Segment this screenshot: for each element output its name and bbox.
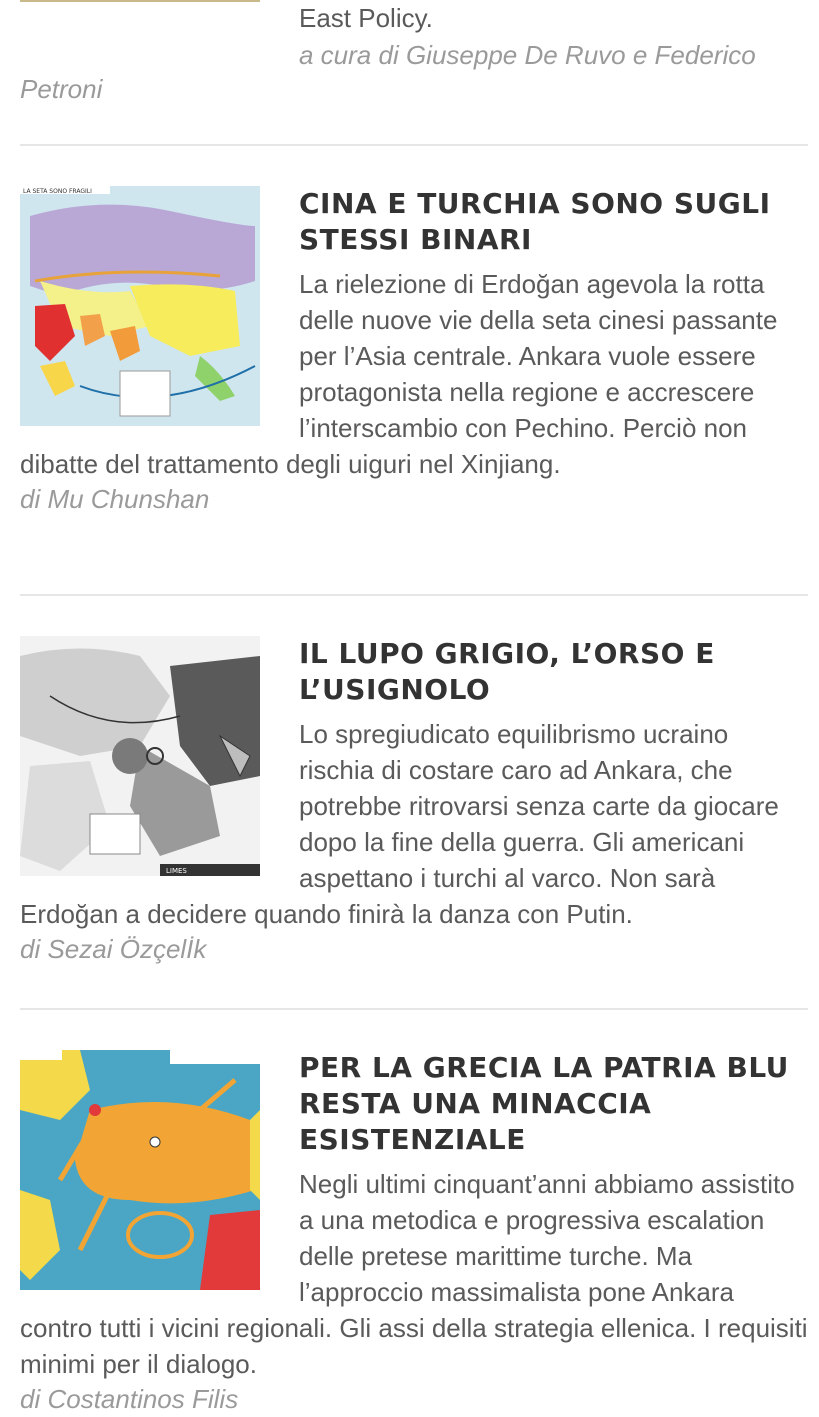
article-title[interactable]: CINA E TURCHIA SONO SUGLI STESSI BINARI: [299, 187, 771, 256]
article-card-tail: [20, 0, 808, 106]
article-summary: La rielezione di Erdoğan agevola la rotta delle nuove vie della seta cinesi passante per l’Asia centrale. Ankara vuole essere protagonista nella regione e accrescere l’interscambio con Pechino. Perciò non dibatte del trattamento degli uiguri nel Xinjiang.: [20, 269, 778, 479]
divider: [20, 144, 808, 146]
article-summary: Lo spregiudicato equilibrismo ucraino rischia di costare caro ad Ankara, che potrebbe ritrovarsi senza carte da giocare dopo la fine della guerra. Gli americani aspettano i turchi al varco. Non sarà Erdoğan a decidere quando finirà la danza con Putin.: [20, 719, 779, 929]
silk-road-map-icon: [20, 186, 260, 426]
article-card[interactable]: [20, 636, 808, 966]
article-summary: Negli ultimi cinquant’anni abbiamo assistito a una metodica e progressiva escalation delle pretese marittime turche. Ma l’approccio massimalista pone Ankara contro tutti i vicini regionali. Gli assi della strategia ellenica. I requisiti minimi per il dialogo.: [20, 1169, 808, 1379]
svg-text:LA SETA SONO FRAGILI: LA SETA SONO FRAGILI: [23, 188, 92, 195]
grey-eurasia-map-icon: [20, 636, 260, 876]
divider: [20, 1008, 808, 1010]
article-thumbnail[interactable]: [20, 636, 260, 876]
article-card[interactable]: [20, 186, 808, 516]
article-author: di Sezai Özçelİk: [20, 934, 207, 964]
article-card[interactable]: [20, 1050, 808, 1416]
article-summary-tail: East Policy.: [299, 3, 433, 33]
article-title[interactable]: PER LA GRECIA LA PATRIA BLU RESTA UNA MINACCIA ESISTENZIALE: [299, 1051, 789, 1156]
article-thumbnail[interactable]: [20, 186, 260, 426]
article-title[interactable]: IL LUPO GRIGIO, L’ORSO E L’USIGNOLO: [299, 637, 715, 706]
divider: [20, 594, 808, 596]
article-author: di Costantinos Filis: [20, 1384, 239, 1414]
article-author: di Mu Chunshan: [20, 484, 210, 514]
article-author: a cura di Giuseppe De Ruvo e Federico Petroni: [20, 40, 756, 104]
article-thumbnail[interactable]: [20, 1050, 260, 1290]
turkey-map-icon: [20, 1050, 260, 1290]
svg-text:LIMES: LIMES: [166, 867, 187, 875]
